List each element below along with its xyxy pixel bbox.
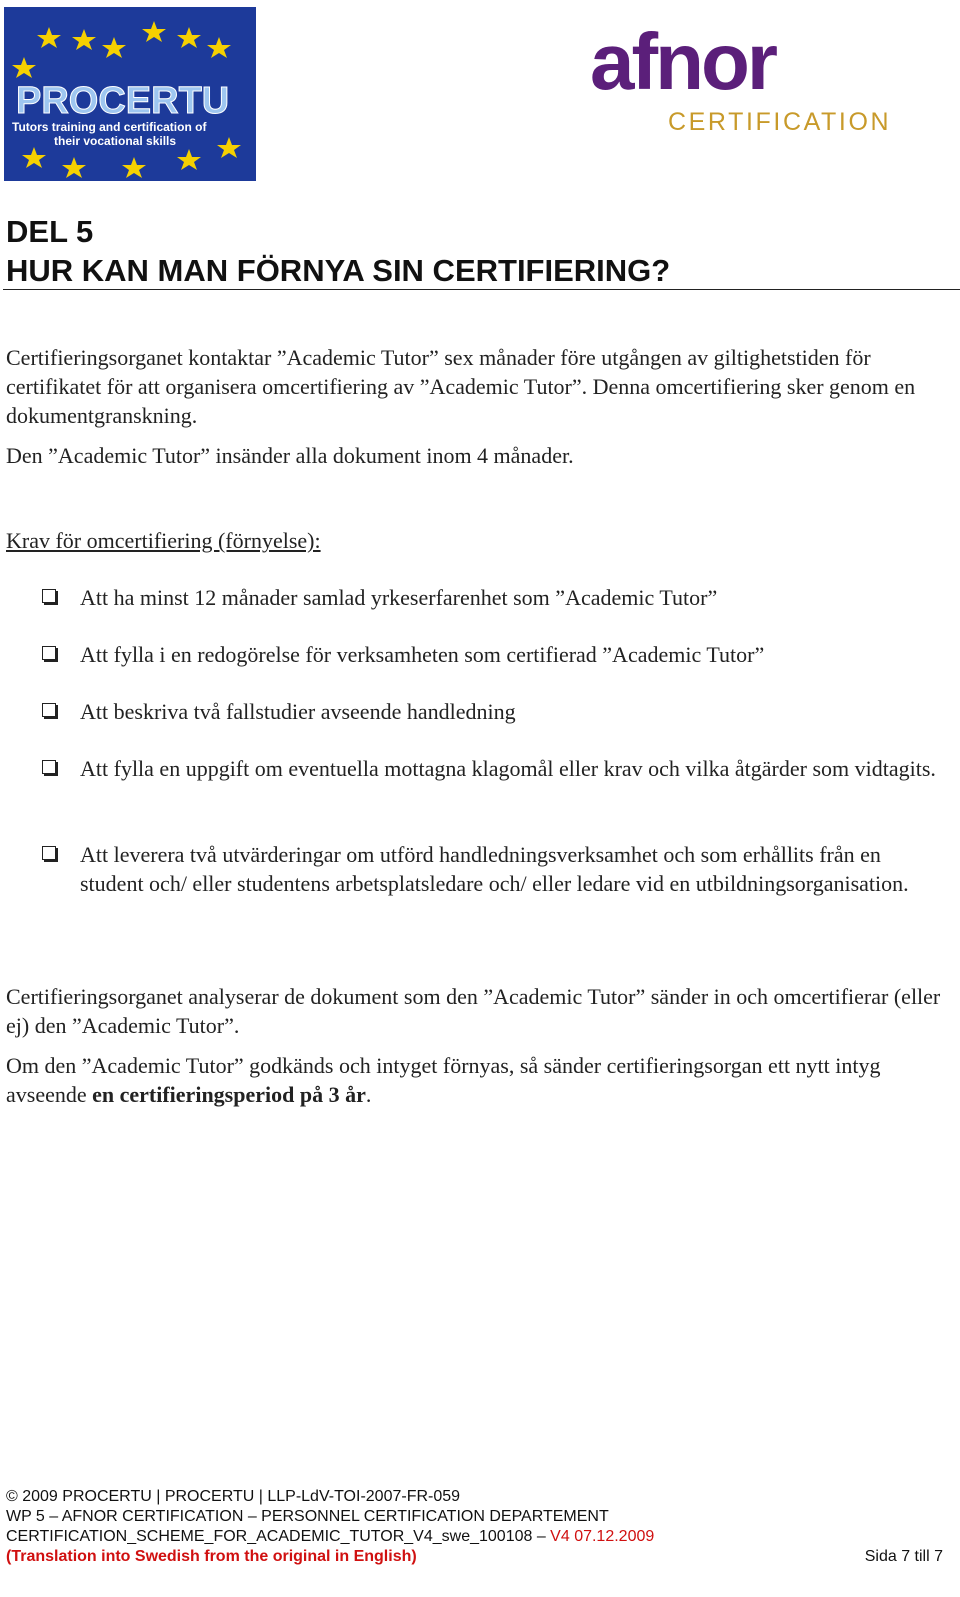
footer-department: WP 5 – AFNOR CERTIFICATION – PERSONNEL CERTIFICATION DEPARTEMENT <box>6 1508 609 1525</box>
page-number: Sida 7 till 7 <box>864 1548 943 1565</box>
requirement-item: Att fylla i en redogörelse för verksamheten som certifierad ”Academic Tutor” <box>42 640 942 669</box>
procertu-wordmark: PROCERTU <box>16 80 230 122</box>
requirements-title: Krav för omcertifiering (förnyelse): <box>6 528 321 553</box>
footer-document-id: CERTIFICATION_SCHEME_FOR_ACADEMIC_TUTOR_V4_swe_100108 – V4 07.12.2009 <box>6 1528 655 1545</box>
procertu-logo <box>4 7 256 181</box>
closing-paragraph-2: Om den ”Academic Tutor” godkänds och intyget förnyas, så sänder certifieringsorgan ett nytt intyg avseende en certifieringsperiod på 3 år. <box>6 1053 881 1107</box>
section-heading <box>6 212 956 290</box>
checkbox-bullet-icon <box>42 589 56 603</box>
afnor-subtitle: CERTIFICATION <box>668 108 892 136</box>
heading-divider <box>3 289 960 290</box>
checkbox-bullet-icon <box>42 646 56 660</box>
requirement-item: Att ha minst 12 månader samlad yrkeserfarenhet som ”Academic Tutor” <box>42 583 942 612</box>
footer-version: V4 07.12.2009 <box>550 1528 655 1545</box>
certification-period: en certifieringsperiod på 3 år <box>92 1082 366 1107</box>
heading-line-2: HUR KAN MAN FÖRNYA SIN CERTIFIERING? <box>6 253 671 288</box>
checkbox-bullet-icon <box>42 846 56 860</box>
procertu-tagline-1: Tutors training and certification of <box>12 120 207 134</box>
heading-line-1: DEL 5 <box>6 214 94 249</box>
closing-paragraph-1: Certifieringsorganet analyserar de dokument som den ”Academic Tutor” sänder in och omcertifierar (eller ej) den ”Academic Tutor”. <box>6 984 941 1038</box>
procertu-tagline-2: their vocational skills <box>54 134 177 148</box>
requirement-item: Att beskriva två fallstudier avseende handledning <box>42 697 942 726</box>
footer-copyright: © 2009 PROCERTU | PROCERTU | LLP-LdV-TOI-2007-FR-059 <box>6 1488 461 1505</box>
footer-translation-note: (Translation into Swedish from the original in English) Sida 7 till 7 <box>6 1548 943 1565</box>
requirement-item: Att fylla en uppgift om eventuella mottagna klagomål eller krav och vilka åtgärder som vidtagits. <box>42 754 942 783</box>
checkbox-bullet-icon <box>42 760 56 774</box>
intro-paragraph-2: Den ”Academic Tutor” insänder alla dokument inom 4 månader. <box>6 443 574 468</box>
intro-paragraph-1: Certifieringsorganet kontaktar ”Academic Tutor” sex månader före utgången av giltighetstiden för certifikatet för att organisera omcertifiering av ”Academic Tutor”. Denna omcertifiering sker genom en dokumentgranskning. <box>6 345 916 428</box>
checkbox-bullet-icon <box>42 703 56 717</box>
afnor-wordmark: afnor <box>590 17 775 106</box>
requirement-item: Att leverera två utvärderingar om utförd handledningsverksamhet och som erhållits från en student och/ eller studentens arbetsplatsledare och/ eller ledare vid en utbildningsorganisation. <box>42 840 942 898</box>
afnor-logo <box>590 17 910 142</box>
